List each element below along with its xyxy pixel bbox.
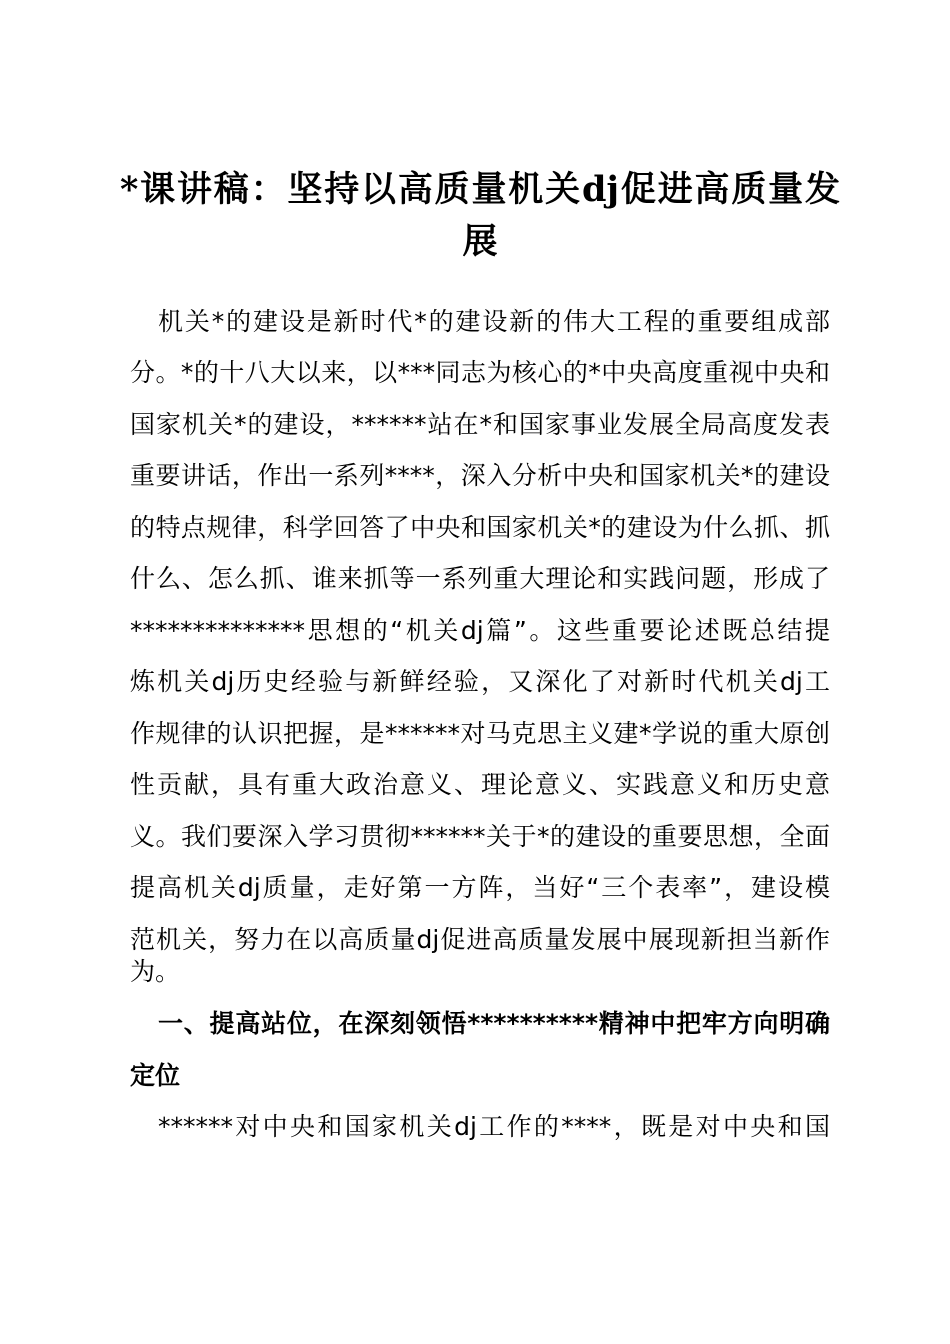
heading-line: 定位	[130, 1061, 181, 1090]
paragraph-line: 性贡献，具有重大政治意义、理论意义、实践意义和历史意	[130, 770, 830, 799]
paragraph-line: 分。*的十八大以来，以***同志为核心的*中央高度重视中央和	[130, 358, 830, 387]
heading-line: 一、提高站位，在深刻领悟**********精神中把牢方向明确	[158, 1009, 830, 1038]
paragraph-line: 作规律的认识把握，是******对马克思主义建*学说的重大原创	[130, 719, 830, 748]
paragraph-line: 什么、怎么抓、谁来抓等一系列重大理论和实践问题，形成了	[130, 564, 830, 593]
paragraph-line: 为。	[130, 957, 181, 986]
paragraph-line: 提高机关dj质量，走好第一方阵，当好“三个表率”，建设模	[130, 873, 830, 902]
paragraph-line: 重要讲话，作出一系列****，深入分析中央和国家机关*的建设	[130, 461, 830, 490]
paragraph-line: 的特点规律，科学回答了中央和国家机关*的建设为什么抓、抓	[130, 513, 830, 542]
paragraph-line: ******对中央和国家机关dj工作的****，既是对中央和国	[158, 1112, 830, 1141]
document-title: *课讲稿：坚持以高质量机关dj促进高质量发	[120, 169, 840, 210]
paragraph-line: 义。我们要深入学习贯彻******关于*的建设的重要思想，全面	[130, 822, 830, 851]
paragraph-line: 炼机关dj历史经验与新鲜经验，又深化了对新时代机关dj工	[130, 667, 830, 696]
document-title-continued: 展	[462, 221, 498, 262]
paragraph-line: 国家机关*的建设，******站在*和国家事业发展全局高度发表	[130, 410, 830, 439]
paragraph-line: 机关*的建设是新时代*的建设新的伟大工程的重要组成部	[158, 307, 830, 336]
paragraph-line: **************思想的“机关dj篇”。这些重要论述既总结提	[130, 616, 830, 645]
paragraph-line: 范机关，努力在以高质量dj促进高质量发展中展现新担当新作	[130, 925, 830, 954]
